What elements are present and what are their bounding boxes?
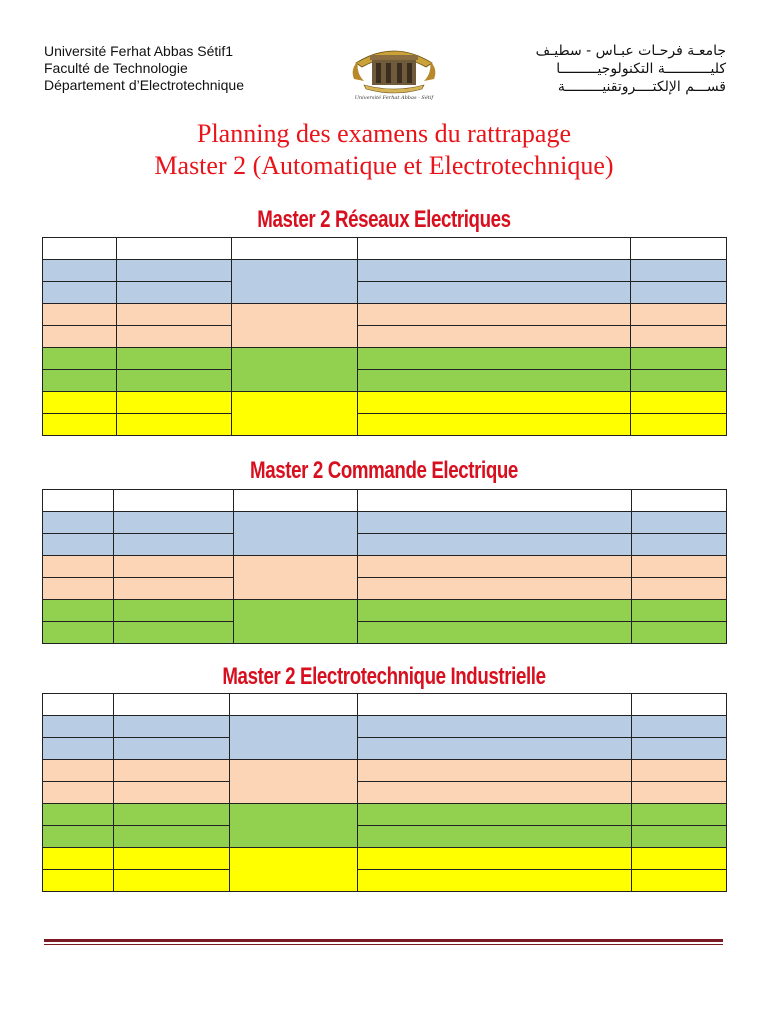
- table-header-row: [43, 694, 727, 716]
- table-cell: [358, 392, 631, 414]
- table-cell: [43, 804, 114, 826]
- faculty-name: Faculté de Technologie: [44, 60, 188, 76]
- merged-cell: [234, 600, 358, 644]
- table-row: [43, 260, 727, 282]
- table-row: [43, 282, 727, 304]
- table-row: [43, 414, 727, 436]
- table-cell: [358, 512, 632, 534]
- table-cell: [43, 760, 114, 782]
- table-row: [43, 304, 727, 326]
- table-row: [43, 760, 727, 782]
- table-row: [43, 622, 727, 644]
- table-cell: [117, 392, 232, 414]
- table-cell: [114, 622, 234, 644]
- institution-header-french: [44, 43, 244, 94]
- merged-cell: [232, 304, 358, 348]
- table-cell: [358, 716, 632, 738]
- table-cell: [117, 238, 232, 260]
- table-cell: [117, 304, 232, 326]
- table-row: [43, 600, 727, 622]
- table-cell: [114, 738, 230, 760]
- table-cell: [43, 556, 114, 578]
- table-cell: [114, 782, 230, 804]
- table-cell: [631, 238, 727, 260]
- table-cell: [43, 260, 117, 282]
- table-cell: [117, 326, 232, 348]
- table-cell: [358, 782, 632, 804]
- table-cell: [358, 804, 632, 826]
- table-cell: [632, 534, 727, 556]
- table-cell: [234, 490, 358, 512]
- table-row: [43, 348, 727, 370]
- table-cell: [632, 512, 727, 534]
- table-cell: [43, 870, 114, 892]
- table-cell: [117, 370, 232, 392]
- table-cell: [632, 760, 727, 782]
- table-cell: [43, 392, 117, 414]
- table-cell: [358, 738, 632, 760]
- merged-cell: [232, 348, 358, 392]
- table-cell: [632, 848, 727, 870]
- logo-caption: Université Ferhat Abbas - Sétif: [354, 95, 434, 101]
- table-header-row: [43, 238, 727, 260]
- department-name: Département d’Electrotechnique: [44, 77, 245, 93]
- merged-cell: [230, 716, 358, 760]
- table-cell: [43, 490, 114, 512]
- university-name-ar: جامعـة فرحـات عبـاس - سطيـف: [535, 43, 726, 59]
- table-cell: [358, 760, 632, 782]
- table-row: [43, 512, 727, 534]
- table-cell: [358, 826, 632, 848]
- table-cell: [43, 738, 114, 760]
- section-title-industrielle: Master 2 Electrotechnique Industrielle: [222, 663, 546, 690]
- table-cell: [232, 238, 358, 260]
- table-cell: [43, 238, 117, 260]
- table-cell: [631, 392, 727, 414]
- table-cell: [358, 348, 631, 370]
- table-cell: [114, 804, 230, 826]
- table-row: [43, 826, 727, 848]
- table-cell: [631, 326, 727, 348]
- schedule-table-industrielle: [42, 693, 727, 892]
- table-cell: [632, 490, 727, 512]
- footer-rule-thin: [44, 944, 723, 945]
- table-cell: [632, 716, 727, 738]
- institution-header-arabic: [536, 42, 726, 96]
- table-row: [43, 848, 727, 870]
- table-cell: [43, 534, 114, 556]
- table-cell: [358, 870, 632, 892]
- table-cell: [632, 600, 727, 622]
- merged-cell: [232, 392, 358, 436]
- table-cell: [43, 348, 117, 370]
- table-cell: [358, 694, 632, 716]
- table-cell: [43, 716, 114, 738]
- table-cell: [43, 600, 114, 622]
- table-cell: [632, 694, 727, 716]
- merged-cell: [234, 556, 358, 600]
- merged-cell: [234, 512, 358, 556]
- table-row: [43, 370, 727, 392]
- table-cell: [358, 848, 632, 870]
- table-cell: [358, 622, 632, 644]
- table-cell: [632, 738, 727, 760]
- table-cell: [114, 534, 234, 556]
- table-row: [43, 738, 727, 760]
- table-cell: [358, 534, 632, 556]
- table-cell: [43, 826, 114, 848]
- table-cell: [117, 414, 232, 436]
- table-cell: [43, 414, 117, 436]
- table-cell: [358, 578, 632, 600]
- table-cell: [43, 622, 114, 644]
- merged-cell: [232, 260, 358, 304]
- table-cell: [43, 326, 117, 348]
- table-row: [43, 534, 727, 556]
- table-cell: [43, 694, 114, 716]
- table-cell: [358, 282, 631, 304]
- table-cell: [117, 282, 232, 304]
- section-title-commande: Master 2 Commande Electrique: [250, 457, 518, 484]
- footer-rule-thick: [44, 939, 723, 942]
- table-cell: [358, 326, 631, 348]
- table-row: [43, 804, 727, 826]
- table-cell: [114, 760, 230, 782]
- table-cell: [358, 260, 631, 282]
- table-cell: [358, 600, 632, 622]
- faculty-name-ar: كليـــــــــــة التكنولوجيـــــــــا: [556, 61, 726, 77]
- table-cell: [358, 304, 631, 326]
- table-cell: [43, 782, 114, 804]
- table-row: [43, 870, 727, 892]
- table-cell: [631, 282, 727, 304]
- table-row: [43, 392, 727, 414]
- table-cell: [114, 716, 230, 738]
- table-cell: [43, 578, 114, 600]
- table-cell: [114, 826, 230, 848]
- department-name-ar: قســـم الإلكتــــروتقنيـــــــــة: [557, 79, 726, 95]
- table-cell: [114, 600, 234, 622]
- table-cell: [631, 370, 727, 392]
- table-cell: [114, 870, 230, 892]
- table-cell: [631, 348, 727, 370]
- table-row: [43, 716, 727, 738]
- table-cell: [43, 282, 117, 304]
- table-cell: [114, 556, 234, 578]
- table-cell: [631, 414, 727, 436]
- table-cell: [632, 578, 727, 600]
- table-header-row: [43, 490, 727, 512]
- merged-cell: [230, 804, 358, 848]
- table-cell: [632, 556, 727, 578]
- table-cell: [358, 238, 631, 260]
- section-title-reseaux: Master 2 Réseaux Electriques: [257, 206, 511, 233]
- schedule-table-reseaux: [42, 237, 727, 436]
- table-row: [43, 326, 727, 348]
- table-cell: [117, 348, 232, 370]
- table-row: [43, 556, 727, 578]
- table-cell: [43, 512, 114, 534]
- table-row: [43, 782, 727, 804]
- merged-cell: [230, 760, 358, 804]
- table-row: [43, 578, 727, 600]
- table-cell: [43, 304, 117, 326]
- table-cell: [631, 260, 727, 282]
- table-cell: [631, 304, 727, 326]
- table-cell: [114, 512, 234, 534]
- university-logo: [346, 41, 442, 101]
- table-cell: [358, 556, 632, 578]
- table-cell: [114, 848, 230, 870]
- table-cell: [358, 490, 632, 512]
- table-cell: [358, 370, 631, 392]
- table-cell: [114, 694, 230, 716]
- table-cell: [632, 870, 727, 892]
- table-cell: [230, 694, 358, 716]
- table-cell: [43, 848, 114, 870]
- table-cell: [632, 826, 727, 848]
- table-cell: [114, 578, 234, 600]
- table-cell: [43, 370, 117, 392]
- table-cell: [117, 260, 232, 282]
- university-name: Université Ferhat Abbas Sétif1: [44, 43, 234, 59]
- document-title: Planning des examens du rattrapage: [197, 119, 571, 148]
- table-cell: [114, 490, 234, 512]
- table-cell: [632, 782, 727, 804]
- table-cell: [632, 622, 727, 644]
- document-subtitle: Master 2 (Automatique et Electrotechnique): [154, 151, 614, 180]
- table-cell: [358, 414, 631, 436]
- merged-cell: [230, 848, 358, 892]
- schedule-table-commande: [42, 489, 727, 644]
- table-cell: [632, 804, 727, 826]
